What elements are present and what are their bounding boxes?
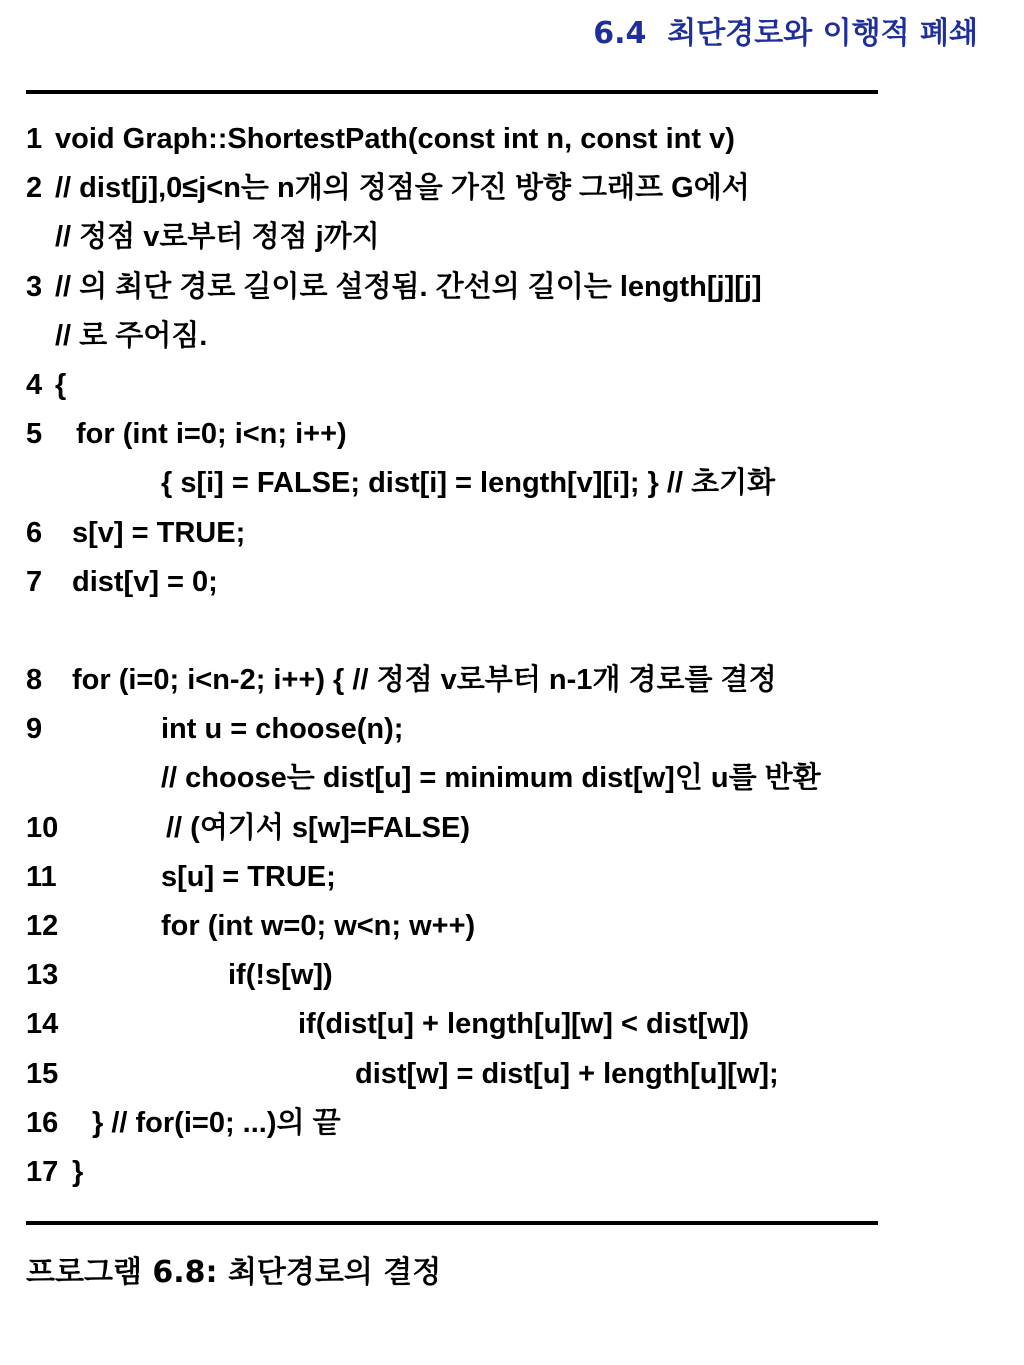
- blank-line: [26, 607, 1006, 656]
- code-text: // (여기서 s[w]=FALSE): [166, 811, 470, 844]
- code-text: // choose는 dist[u] = minimum dist[w]인 u를 반환: [161, 762, 821, 795]
- code-line: [26, 951, 1006, 1000]
- line-number: 2: [26, 172, 43, 205]
- code-text: dist[w] = dist[u] + length[u][w];: [355, 1057, 779, 1090]
- line-number: 16: [26, 1106, 59, 1139]
- code-line: [26, 902, 1006, 951]
- code-line: [26, 213, 1006, 262]
- line-number: 15: [26, 1057, 59, 1090]
- line-number: 8: [26, 664, 43, 697]
- code-line: [26, 1099, 1006, 1148]
- bottom-divider: [26, 1221, 878, 1225]
- line-number: 3: [26, 270, 43, 303]
- line-number: 17: [26, 1155, 59, 1188]
- code-line: [26, 509, 1006, 558]
- code-line: [26, 754, 1006, 803]
- code-line: [26, 853, 1006, 902]
- code-listing: [26, 115, 1006, 1197]
- code-line: [26, 705, 1006, 754]
- code-text: for (int i=0; i<n; i++): [76, 418, 347, 451]
- code-text: for (i=0; i<n-2; i++) { // 정점 v로부터 n-1개 경로를 결정: [72, 664, 777, 697]
- line-number: 12: [26, 910, 59, 942]
- code-text: { s[i] = FALSE; dist[i] = length[v][i]; } // 초기화: [161, 467, 776, 500]
- code-text: // 로 주어짐.: [55, 319, 208, 352]
- code-text: {: [55, 368, 67, 401]
- line-number: 1: [26, 123, 43, 155]
- figure-caption: 프로그램 6.8: 최단경로의 결정: [26, 1255, 442, 1290]
- code-line: [26, 1050, 1006, 1099]
- code-text: void Graph::ShortestPath(const int n, const int v): [55, 123, 735, 155]
- code-line: [26, 164, 1006, 213]
- code-text: int u = choose(n);: [161, 713, 404, 746]
- code-text: // 의 최단 경로 길이로 설정됨. 간선의 길이는 length[j][j]: [55, 270, 762, 303]
- code-line: [26, 558, 1006, 607]
- code-line: [26, 361, 1006, 410]
- line-number: 6: [26, 516, 43, 549]
- slide-title: 6.4 최단경로와 이행적 폐쇄: [593, 16, 978, 51]
- code-text: if(!s[w]): [228, 959, 333, 992]
- code-line: [26, 656, 1006, 705]
- code-line: [26, 804, 1006, 853]
- code-text: // dist[j],0≤j<n는 n개의 정점을 가진 방향 그래프 G에서: [55, 172, 750, 205]
- code-line: [26, 312, 1006, 361]
- line-number: 14: [26, 1008, 59, 1041]
- line-number: 9: [26, 713, 43, 746]
- code-line: [26, 263, 1006, 312]
- line-number: 4: [26, 368, 43, 401]
- line-number: 7: [26, 565, 43, 598]
- code-text: // 정점 v로부터 정점 j까지: [55, 221, 380, 254]
- top-divider: [26, 90, 878, 94]
- code-line: [26, 1148, 1006, 1197]
- code-line: [26, 1000, 1006, 1049]
- code-text: }: [72, 1155, 84, 1188]
- code-text: s[v] = TRUE;: [72, 516, 246, 549]
- code-line: [26, 459, 1006, 508]
- line-number: 10: [26, 811, 59, 844]
- code-text: for (int w=0; w<n; w++): [161, 910, 476, 942]
- code-line: [26, 410, 1006, 459]
- code-text: s[u] = TRUE;: [161, 860, 336, 893]
- code-text: } // for(i=0; ...)의 끝: [92, 1106, 341, 1139]
- code-text: if(dist[u] + length[u][w] < dist[w]): [298, 1008, 750, 1041]
- code-text: dist[v] = 0;: [72, 565, 218, 598]
- line-number: 13: [26, 959, 59, 992]
- line-number: 11: [26, 860, 57, 893]
- code-line: [26, 115, 1006, 164]
- line-number: 5: [26, 418, 43, 451]
